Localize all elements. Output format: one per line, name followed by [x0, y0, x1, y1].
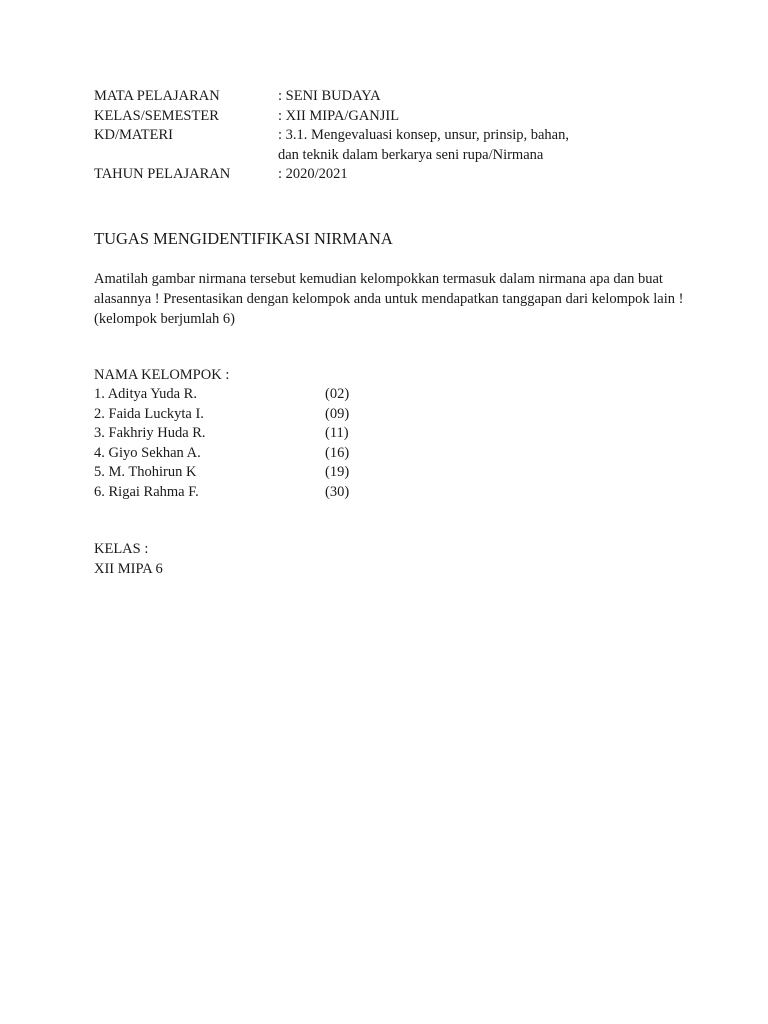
- list-item: [94, 424, 494, 444]
- member-name: 4. Giyo Sekhan A.: [94, 444, 201, 461]
- list-item: [94, 463, 494, 483]
- info-value: : 3.1. Mengevaluasi konsep, unsur, prinsip, bahan, dan teknik dalam berkarya seni rupa/Nirmana: [278, 127, 569, 163]
- info-row-subject: [94, 87, 694, 107]
- class-value: XII MIPA 6: [94, 560, 163, 577]
- info-row-kd-materi: [94, 126, 694, 165]
- info-row-academic-year: [94, 165, 694, 185]
- class-block: [94, 540, 163, 579]
- info-label: KD/MATERI: [94, 127, 173, 143]
- member-list: [94, 385, 494, 502]
- class-label: KELAS :: [94, 541, 149, 557]
- assignment-title: TUGAS MENGIDENTIFIKASI NIRMANA: [94, 229, 393, 248]
- list-item: [94, 405, 494, 425]
- member-name: 1. Aditya Yuda R.: [94, 386, 197, 402]
- member-name: 2. Faida Luckyta I.: [94, 405, 204, 422]
- member-number: (30): [325, 483, 350, 500]
- info-row-class-semester: [94, 107, 694, 127]
- member-number: (02): [325, 386, 350, 402]
- info-value: : SENI BUDAYA: [278, 88, 381, 104]
- info-table: [94, 87, 694, 185]
- info-label: KELAS/SEMESTER: [94, 107, 219, 124]
- info-value: : 2020/2021: [278, 166, 348, 182]
- member-number: (09): [325, 405, 350, 422]
- member-number: (11): [325, 425, 349, 441]
- member-name: 3. Fakhriy Huda R.: [94, 425, 206, 441]
- member-number: (19): [325, 464, 350, 480]
- list-item: [94, 483, 494, 503]
- info-label: TAHUN PELAJARAN: [94, 166, 231, 182]
- member-number: (16): [325, 444, 350, 461]
- info-label: MATA PELAJARAN: [94, 88, 220, 104]
- list-item: [94, 385, 494, 405]
- assignment-instruction: Amatilah gambar nirmana tersebut kemudian kelompokkan termasuk dalam nirmana apa dan buat alasannya ! Presentasikan dengan kelompok anda untuk mendapatkan tanggapan dari kelompok lain ! (kelompok berjumlah 6): [94, 271, 684, 327]
- group-heading: NAMA KELOMPOK :: [94, 367, 230, 383]
- list-item: [94, 444, 494, 464]
- member-name: 6. Rigai Rahma F.: [94, 483, 199, 500]
- info-value: : XII MIPA/GANJIL: [278, 107, 400, 124]
- member-name: 5. M. Thohirun K: [94, 464, 197, 480]
